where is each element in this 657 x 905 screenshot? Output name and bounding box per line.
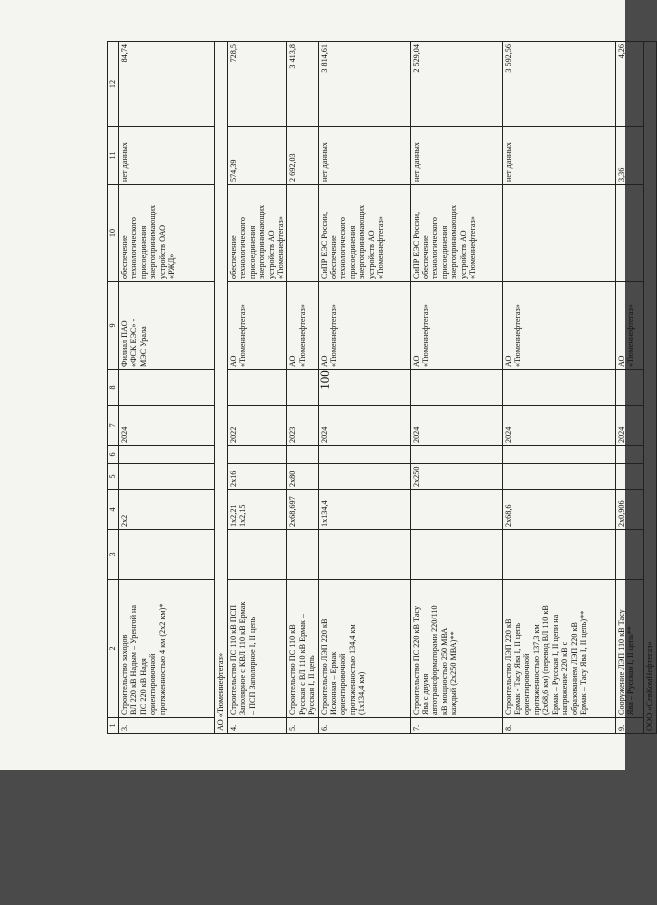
section-title: ООО «СевКомНефтегаз» <box>643 42 656 734</box>
table-cell-col5 <box>318 464 410 490</box>
table-cell-col3 <box>287 530 318 580</box>
table-cell-col4: 2х68,6 <box>502 490 615 530</box>
table-cell-col3 <box>615 530 643 580</box>
table-cell-col6 <box>119 446 215 464</box>
table-row <box>287 42 318 734</box>
table-cell-col12: 84,74 <box>119 42 215 127</box>
table-cell-col10: обеспечение технологического присоединения энергопринимающих устройств ОАО «РЖД» <box>119 185 215 282</box>
table-cell-col7: 2024 <box>615 406 643 446</box>
table-cell-col1: 6. <box>318 718 410 734</box>
table-cell-col11: нет данных <box>119 127 215 185</box>
table-cell-col2: Строительство ПС 220 кВ Тасу Ява с двумя автотрансформаторами 220/110 кВ мощностью 250 МВА каждый (2х250 МВА)** <box>410 580 502 718</box>
column-header: 12 <box>108 42 119 127</box>
table-cell-col6 <box>615 446 643 464</box>
table-cell-col3 <box>119 530 215 580</box>
table-cell-col6 <box>287 446 318 464</box>
table-cell-col5: 2х250 <box>410 464 502 490</box>
table-row <box>119 42 215 734</box>
table-cell-col3 <box>410 530 502 580</box>
table-cell-col1: 4. <box>228 718 287 734</box>
table-cell-col1: 9. <box>615 718 643 734</box>
header-row <box>108 42 119 734</box>
table-cell-col12: 4,26 <box>615 42 643 127</box>
table-row <box>410 42 502 734</box>
table-cell-col4 <box>410 490 502 530</box>
table-cell-col4: 2х0,906 <box>615 490 643 530</box>
table-cell-col7: 2024 <box>119 406 215 446</box>
column-header: 1 <box>108 718 119 734</box>
table-cell-col1: 7. <box>410 718 502 734</box>
table-row <box>318 42 410 734</box>
table-cell-col6 <box>502 446 615 464</box>
page-number: 100 <box>316 370 332 390</box>
table-cell-col1: 8. <box>502 718 615 734</box>
column-header: 10 <box>108 185 119 282</box>
table-cell-col4: 1х2,21 1х2,15 <box>228 490 287 530</box>
table-cell-col9: Филиал ПАО «ФСК ЕЭС» - МЭС Урала <box>119 282 215 370</box>
table-cell-col8 <box>119 370 215 406</box>
table-cell-col6 <box>410 446 502 464</box>
table-cell-col5 <box>502 464 615 490</box>
table-cell-col7: 2024 <box>318 406 410 446</box>
table-cell-col9: АО «Тюменнефтегаз» <box>502 282 615 370</box>
table-cell-col2: Строительство ЛЭП 220 кВ Ермак - Тасу Ява I, II цепь ориентировочной протяженностью 137,3 км (2х68,6 км) (перевод ВЛ 110 кВ Ермак – Русская I, II цепи на напряжение 220 кВ с образованием ЛЭП 220 кВ Ермак – Тасу Ява I, II цепь)** <box>502 580 615 718</box>
column-header: 9 <box>108 282 119 370</box>
table-cell-col11: нет данных <box>502 127 615 185</box>
table-cell-col9: АО «Тюменнефтегаз» <box>318 282 410 370</box>
table-cell-col6 <box>318 446 410 464</box>
table-row <box>228 42 287 734</box>
table-cell-col12: 3 814,61 <box>318 42 410 127</box>
table-cell-col10: СиПР ЕЭС России, обеспечение технологического присоединения энергопринимающих устройств АО «Тюменнефтегаз» <box>318 185 410 282</box>
table-cell-col1: 3. <box>119 718 215 734</box>
table-cell-col5: 2х16 <box>228 464 287 490</box>
table-cell-col7: 2024 <box>502 406 615 446</box>
table-cell-col6 <box>228 446 287 464</box>
table-cell-col10 <box>615 185 643 282</box>
table-cell-col9: АО «Тюменнефтегаз» <box>615 282 643 370</box>
table-cell-col2: Строительство ПС 110 кВ ПСП Заполярное с КВЛ 110 кВ Ермак – ПСП Заполярное I, II цепь <box>228 580 287 718</box>
table-cell-col8 <box>318 370 410 406</box>
table-cell-col9: АО «Тюменнефтегаз» <box>287 282 318 370</box>
table-cell-col12: 3 592,56 <box>502 42 615 127</box>
column-header: 3 <box>108 530 119 580</box>
table-cell-col11: 2 692,03 <box>287 127 318 185</box>
table-cell-col7: 2024 <box>410 406 502 446</box>
table-cell-col12: 3 413,8 <box>287 42 318 127</box>
table-cell-col11: 3,36 <box>615 127 643 185</box>
section-title: АО «Тюменнефтегаз» <box>215 42 228 734</box>
table-cell-col5: 2х80 <box>287 464 318 490</box>
table-cell-col8 <box>502 370 615 406</box>
table-cell-col2: Строительство ПС 110 кВ Русская с ВЛ 110 кВ Ермак – Русская I, II цепь <box>287 580 318 718</box>
table-cell-col8 <box>615 370 643 406</box>
table-cell-col9: АО «Тюменнефтегаз» <box>410 282 502 370</box>
column-header: 7 <box>108 406 119 446</box>
rotated-table-container <box>107 42 654 734</box>
column-header: 11 <box>108 127 119 185</box>
table-cell-col1: 5. <box>287 718 318 734</box>
table-cell-col3 <box>228 530 287 580</box>
table-cell-col2: Сооружение ЛЭП 110 кВ Тасу Ява – Русская I, II цепь** <box>615 580 643 718</box>
table-row <box>502 42 615 734</box>
column-header: 5 <box>108 464 119 490</box>
table-cell-col9: АО «Тюменнефтегаз» <box>228 282 287 370</box>
table-cell-col4: 1х134,4 <box>318 490 410 530</box>
table-cell-col3 <box>318 530 410 580</box>
table-cell-col10 <box>287 185 318 282</box>
table-cell-col4: 2х2 <box>119 490 215 530</box>
column-header: 4 <box>108 490 119 530</box>
investment-table <box>107 41 657 734</box>
table-cell-col10 <box>502 185 615 282</box>
table-cell-col8 <box>228 370 287 406</box>
column-header: 6 <box>108 446 119 464</box>
table-cell-col10: обеспечение технологического присоединения энергопринимающих устройств АО «Тюменнефтегаз» <box>228 185 287 282</box>
table-cell-col2: Строительство ЛЭП 220 кВ Исконная – Ермак ориентировочной протяженностью 134,4 км (1х134,4 км) <box>318 580 410 718</box>
table-cell-col4: 2х68,697 <box>287 490 318 530</box>
section-row <box>643 42 656 734</box>
table-cell-col11: 574,39 <box>228 127 287 185</box>
section-row <box>215 42 228 734</box>
table-cell-col7: 2023 <box>287 406 318 446</box>
column-header: 8 <box>108 370 119 406</box>
table-cell-col7: 2022 <box>228 406 287 446</box>
table-cell-col10: СиПР ЕЭС России, обеспечение технологического присоединения энергопринимающих устройств АО «Тюменнефтегаз» <box>410 185 502 282</box>
table-cell-col11: нет данных <box>410 127 502 185</box>
table-cell-col5 <box>615 464 643 490</box>
column-header: 2 <box>108 580 119 718</box>
table-cell-col8 <box>410 370 502 406</box>
table-cell-col12: 728,5 <box>228 42 287 127</box>
table-row <box>615 42 643 734</box>
table-cell-col2: Строительство заходов ВЛ 220 кВ Надым – Уренгой на ПС 220 кВ Надя ориентировочной протяженностью 4 км (2х2 км)* <box>119 580 215 718</box>
table-cell-col11: нет данных <box>318 127 410 185</box>
table-cell-col8 <box>287 370 318 406</box>
table-cell-col12: 2 529,04 <box>410 42 502 127</box>
table-cell-col3 <box>502 530 615 580</box>
table-cell-col5 <box>119 464 215 490</box>
